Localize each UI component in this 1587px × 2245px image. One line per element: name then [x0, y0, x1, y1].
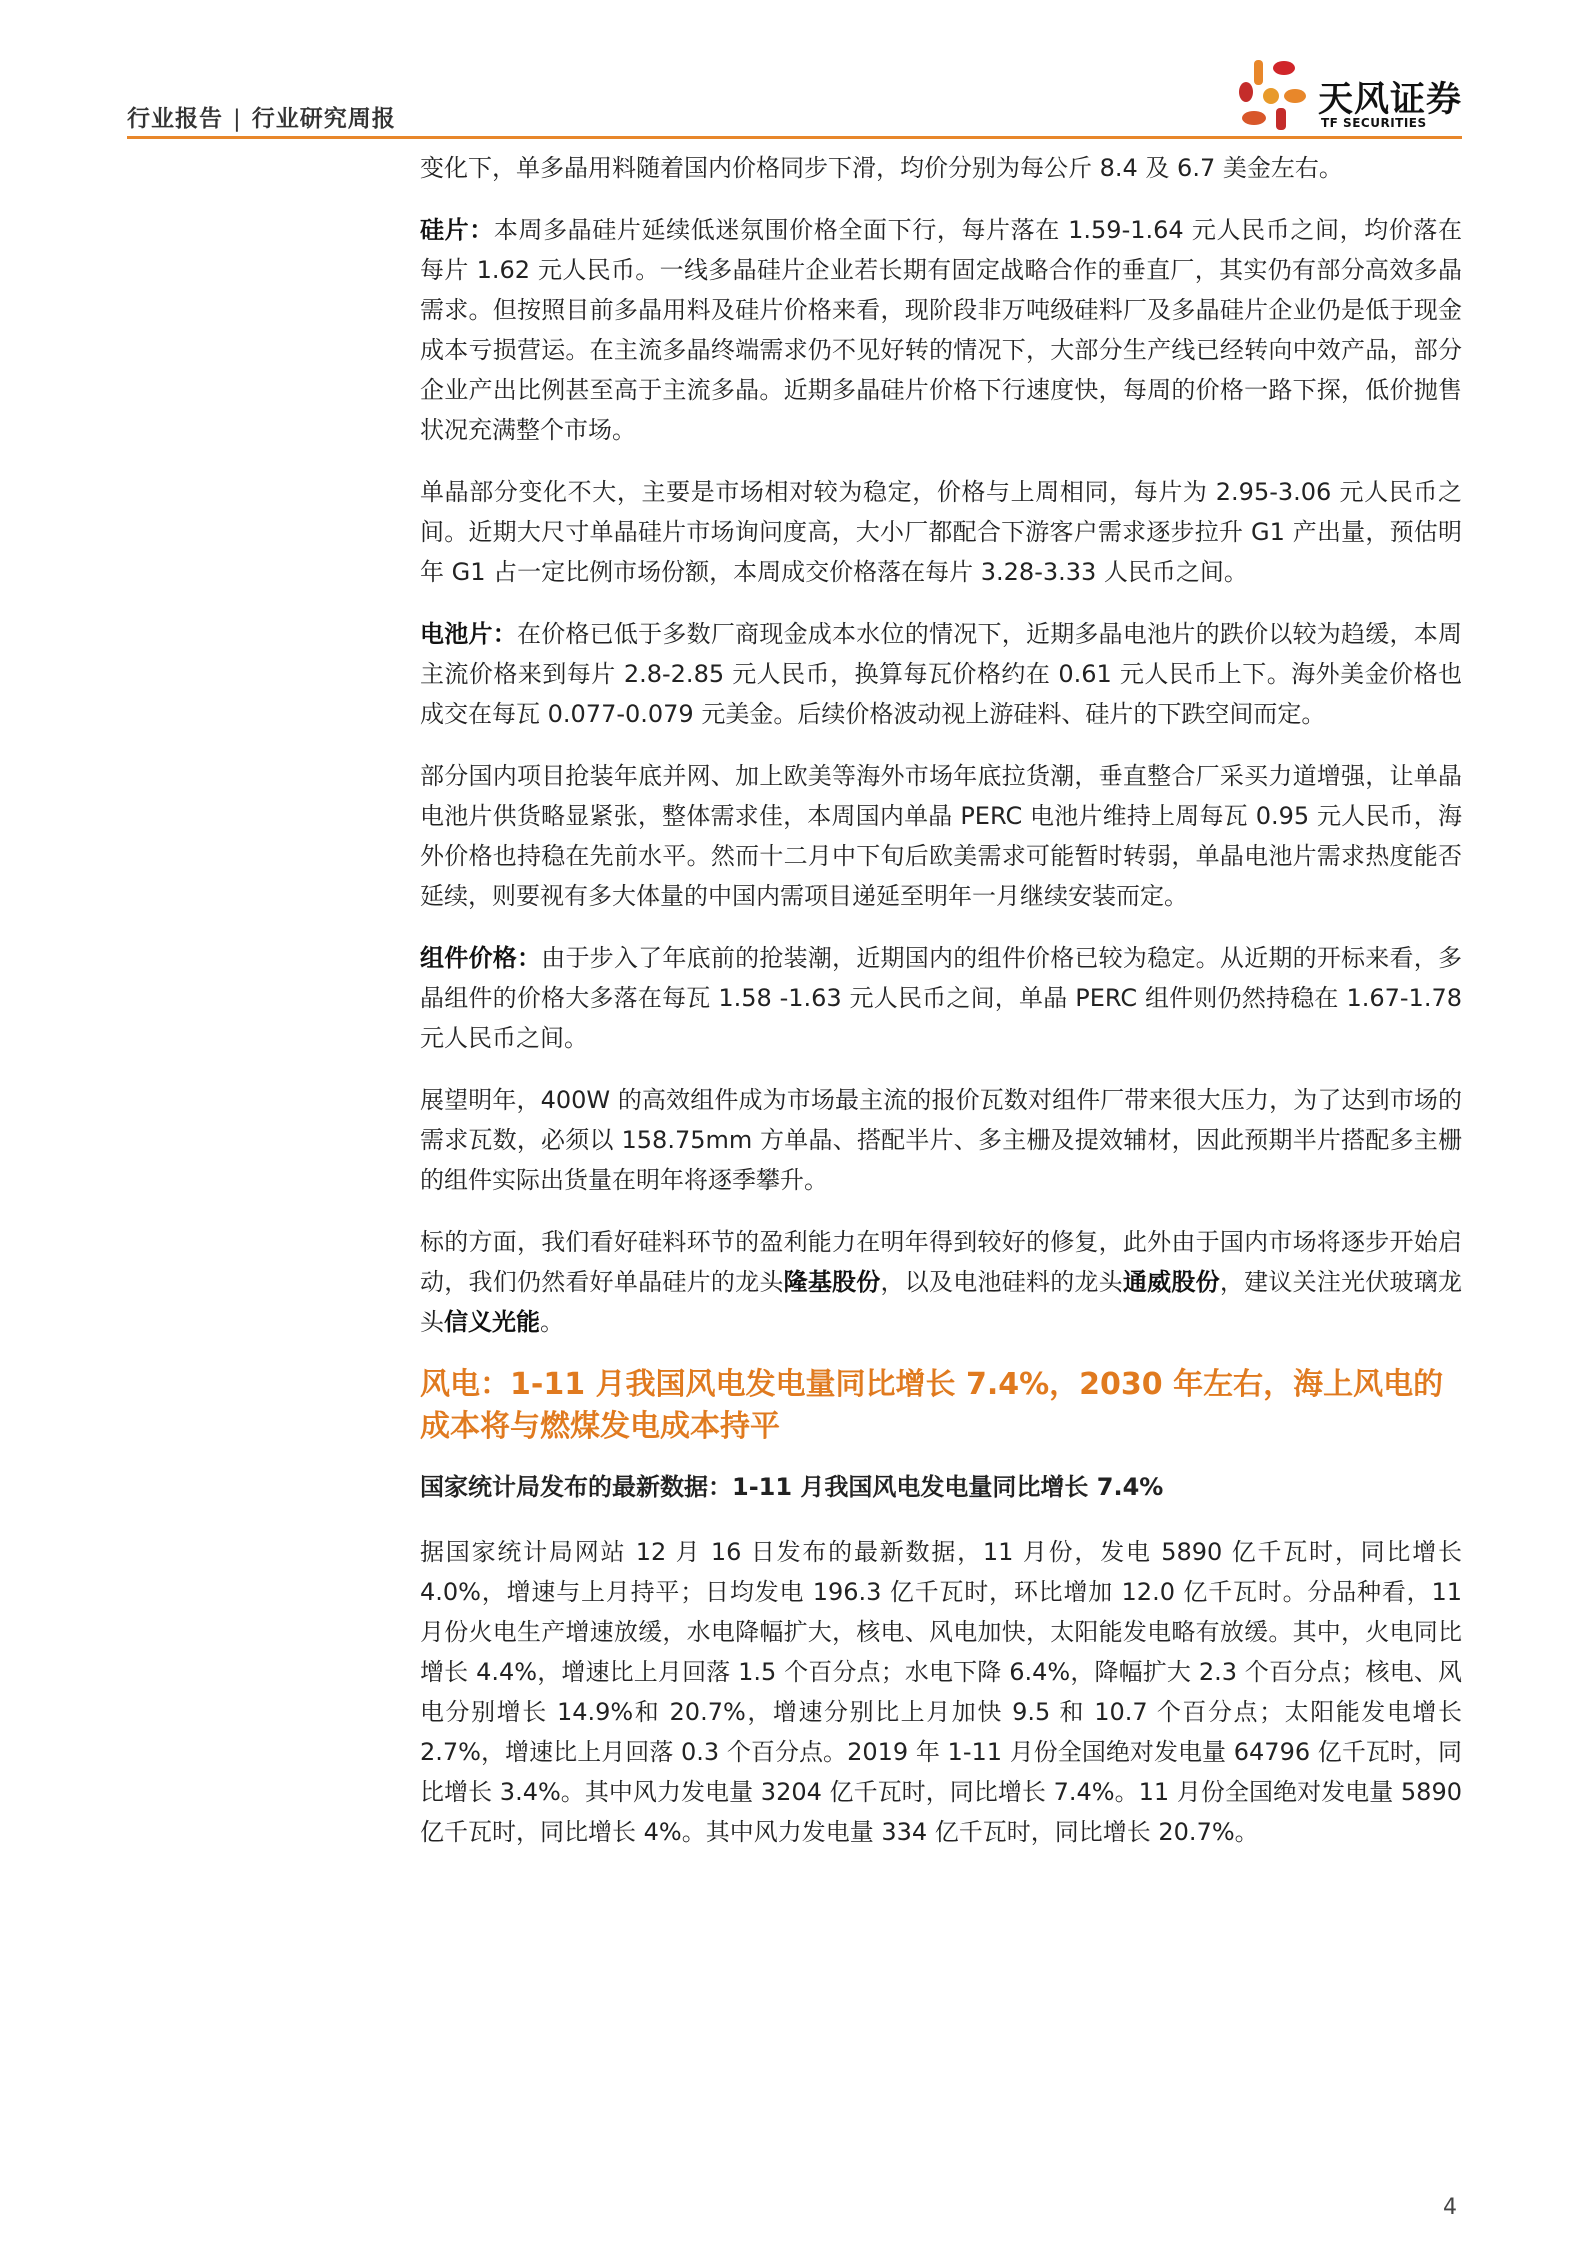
- stock-longi: 隆基股份: [783, 1268, 881, 1296]
- paragraph-perc-cell: 部分国内项目抢装年底并网、加上欧美等海外市场年底拉货潮，垂直整合厂采买力道增强，让单晶电池片供货略显紧张，整体需求佳，本周国内单晶 PERC 电池片维持上周每瓦 0.95 元人民币，海外价格也持稳在先前水平。然而十二月中下旬后欧美需求可能暂时转弱，单晶电池片需求热度能否延续，则要视有多大体量的中国内需项目递延至明年一月继续安装而定。: [420, 762, 1462, 910]
- label-wafer: 硅片：: [420, 216, 494, 244]
- paragraph-polysilicon-price: 变化下，单多晶用料随着国内价格同步下滑，均价分别为每公斤 8.4 及 6.7 美金左右。: [420, 154, 1343, 182]
- label-module-price: 组件价格：: [420, 944, 542, 972]
- page-number: 4: [1443, 2195, 1457, 2220]
- paragraph-wafer: 硅片：本周多晶硅片延续低迷氛围价格全面下行，每片落在 1.59-1.64 元人民币之间，均价落在每片 1.62 元人民币。一线多晶硅片企业若长期有固定战略合作的垂直厂，其实仍有部分高效多晶需求。但按照目前多晶用料及硅片价格来看，现阶段非万吨级硅料厂及多晶硅片企业仍是低于现金成本亏损营运。在主流多晶终端需求仍不见好转的情况下，大部分生产线已经转向中效产品，部分企业产出比例甚至高于主流多晶。近期多晶硅片价格下行速度快，每周的价格一路下探，低价抛售状况充满整个市场。: [420, 216, 1463, 444]
- logo-english-name: TF SECURITIES: [1321, 116, 1427, 130]
- brand-logo: [1232, 50, 1462, 132]
- paragraph-mono-wafer: 单晶部分变化不大，主要是市场相对较为稳定，价格与上周相同，每片为 2.95-3.06 元人民币之间。近期大尺寸单晶硅片市场询问度高，大小厂都配合下游客户需求逐步拉升 G1 产出量，预估明年 G1 占一定比例市场份额，本周成交价格落在每片 3.28-3.33 人民币之间。: [420, 478, 1462, 586]
- paragraph-outlook: 展望明年，400W 的高效组件成为市场最主流的报价瓦数对组件厂带来很大压力，为了达到市场的需求瓦数，必须以 158.75mm 方单晶、搭配半片、多主栅及提效辅材，因此预期半片搭配多主栅的组件实际出货量在明年将逐季攀升。: [420, 1086, 1462, 1194]
- section-heading-wind-power: 风电：1-11 月我国风电发电量同比增长 7.4%，2030 年左右，海上风电的成本将与燃煤发电成本持平: [420, 1367, 1444, 1444]
- breadcrumb: [127, 100, 396, 133]
- header-divider: [127, 136, 1462, 139]
- flower-logo-icon: [1232, 52, 1316, 136]
- page-header: [127, 50, 1462, 138]
- paragraph-power-generation: 据国家统计局网站 12 月 16 日发布的最新数据，11 月份，发电 5890 亿千瓦时，同比增长 4.0%，增速与上月持平；日均发电 196.3 亿千瓦时，环比增加 12.0 亿千瓦时。分品种看，11 月份火电生产增速放缓，水电降幅扩大，核电、风电加快，太阳能发电略有放缓。其中，火电同比增长 4.4%，增速比上月回落 1.5 个百分点；水电下降 6.4%，降幅扩大 2.3 个百分点；核电、风电分别增长 14.9%和 20.7%，增速分别比上月加快 9.5 和 10.7 个百分点；太阳能发电增长 2.7%，增速比上月回落 0.3 个百分点。2019 年 1-11 月份全国绝对发电量 64796 亿千瓦时，同比增长 3.4%。其中风力发电量 3204 亿千瓦时，同比增长 7.4%。11 月份全国绝对发电量 5890 亿千瓦时，同比增长 4%。其中风力发电量 334 亿千瓦时，同比增长 20.7%。: [420, 1538, 1462, 1846]
- stock-tongwei: 通威股份: [1122, 1268, 1220, 1296]
- breadcrumb-report-type: 行业报告: [127, 106, 223, 132]
- paragraph-module-price: 组件价格：由于步入了年底前的抢装潮，近期国内的组件价格已较为稳定。从近期的开标来看，多晶组件的价格大多落在每瓦 1.58 -1.63 元人民币之间，单晶 PERC 组件则仍然持稳在 1.67-1.78 元人民币之间。: [420, 944, 1463, 1052]
- breadcrumb-separator: |: [233, 106, 242, 132]
- breadcrumb-report-series: 行业研究周报: [251, 106, 396, 132]
- paragraph-recommendations: 标的方面，我们看好硅料环节的盈利能力在明年得到较好的修复，此外由于国内市场将逐步开始启动，我们仍然看好单晶硅片的龙头隆基股份，以及电池硅料的龙头通威股份，建议关注光伏玻璃龙头信义光能。: [420, 1228, 1463, 1336]
- sub-heading-nbs-data: 国家统计局发布的最新数据：1-11 月我国风电发电量同比增长 7.4%: [420, 1473, 1164, 1501]
- paragraph-cell: 电池片：在价格已低于多数厂商现金成本水位的情况下，近期多晶电池片的跌价以较为趋缓，本周主流价格来到每片 2.8-2.85 元人民币，换算每瓦价格约在 0.61 元人民币上下。海外美金价格也成交在每瓦 0.077-0.079 元美金。后续价格波动视上游硅料、硅片的下跌空间而定。: [420, 620, 1462, 728]
- report-body: [420, 148, 1462, 1874]
- logo-chinese-name: 天风证券: [1318, 80, 1463, 120]
- label-cell: 电池片：: [420, 620, 517, 648]
- stock-xinyi-solar: 信义光能: [444, 1308, 540, 1336]
